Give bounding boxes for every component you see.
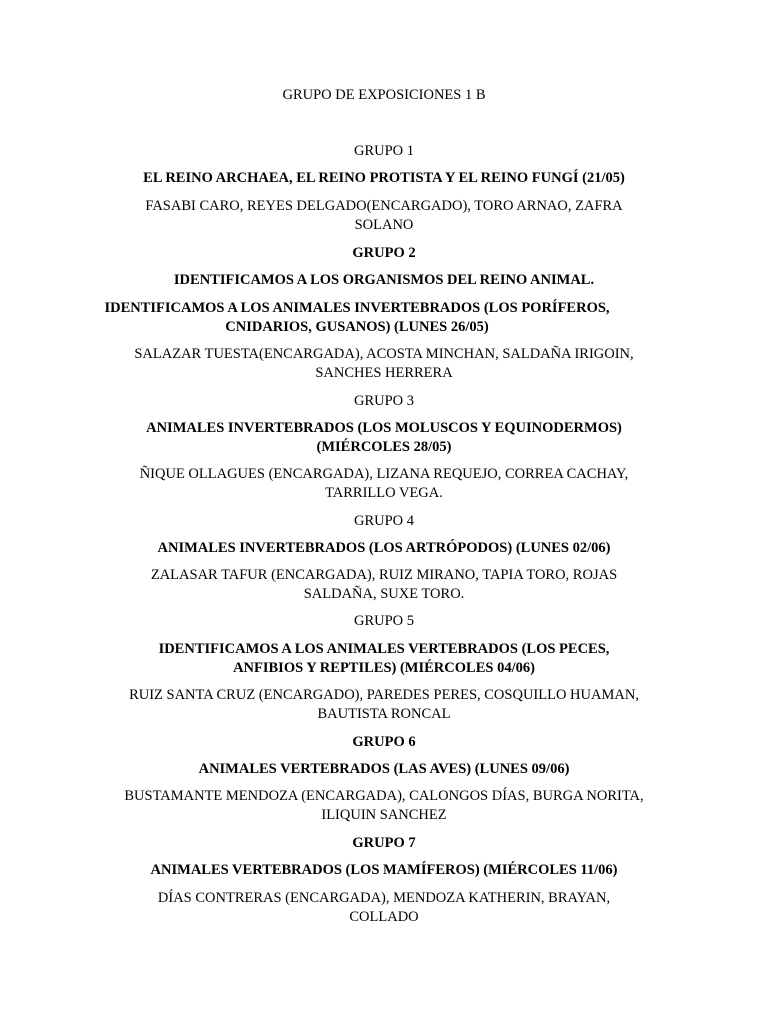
- group-5-topic: IDENTIFICAMOS A LOS ANIMALES VERTEBRADOS (LOS PECES, ANFIBIOS Y REPTILES) (MIÉRCOLES 04/06): [158, 641, 610, 676]
- group-2-topic-1: IDENTIFICAMOS A LOS ORGANISMOS DEL REINO ANIMAL.: [173, 272, 595, 288]
- group-4-topic: ANIMALES INVERTEBRADOS (LOS ARTRÓPODOS) (LUNES 02/06): [157, 540, 611, 556]
- group-6-members: BUSTAMANTE MENDOZA (ENCARGADA), CALONGOS DÍAS, BURGA NORITA, ILIQUIN SANCHEZ: [124, 788, 644, 823]
- document-title: GRUPO DE EXPOSICIONES 1 B: [282, 87, 486, 103]
- group-5-heading: GRUPO 5: [353, 613, 415, 629]
- group-5-members: RUIZ SANTA CRUZ (ENCARGADO), PAREDES PERES, COSQUILLO HUAMAN, BAUTISTA RONCAL: [129, 687, 639, 722]
- group-7-heading: GRUPO 7: [352, 835, 416, 851]
- group-6-heading: GRUPO 6: [352, 734, 416, 750]
- group-3-heading: GRUPO 3: [353, 393, 415, 409]
- group-7-members: DÍAS CONTRERAS (ENCARGADA), MENDOZA KATHERIN, BRAYAN, COLLADO: [157, 890, 611, 925]
- group-1-heading: GRUPO 1: [353, 143, 415, 159]
- group-4-heading: GRUPO 4: [353, 513, 415, 529]
- group-1-members: FASABI CARO, REYES DELGADO(ENCARGADO), TORO ARNAO, ZAFRA SOLANO: [145, 198, 623, 233]
- group-3-members: ÑIQUE OLLAGUES (ENCARGADA), LIZANA REQUEJO, CORREA CACHAY, TARRILLO VEGA.: [139, 466, 629, 501]
- group-2-topic-2: IDENTIFICAMOS A LOS ANIMALES INVERTEBRADOS (LOS PORÍFEROS, CNIDARIOS, GUSANOS) (LUNES 26/05): [104, 300, 610, 335]
- group-2-heading: GRUPO 2: [352, 245, 416, 261]
- group-2-members: SALAZAR TUESTA(ENCARGADA), ACOSTA MINCHAN, SALDAÑA IRIGOIN, SANCHES HERRERA: [134, 346, 634, 381]
- group-1-topic: EL REINO ARCHAEA, EL REINO PROTISTA Y EL REINO FUNGÍ (21/05): [143, 170, 625, 186]
- group-4-members: ZALASAR TAFUR (ENCARGADA), RUIZ MIRANO, TAPIA TORO, ROJAS SALDAÑA, SUXE TORO.: [150, 567, 618, 602]
- group-6-topic: ANIMALES VERTEBRADOS (LAS AVES) (LUNES 09/06): [198, 761, 570, 777]
- group-7-topic: ANIMALES VERTEBRADOS (LOS MAMÍFEROS) (MIÉRCOLES 11/06): [150, 862, 618, 878]
- group-3-topic: ANIMALES INVERTEBRADOS (LOS MOLUSCOS Y EQUINODERMOS) (MIÉRCOLES 28/05): [146, 420, 622, 455]
